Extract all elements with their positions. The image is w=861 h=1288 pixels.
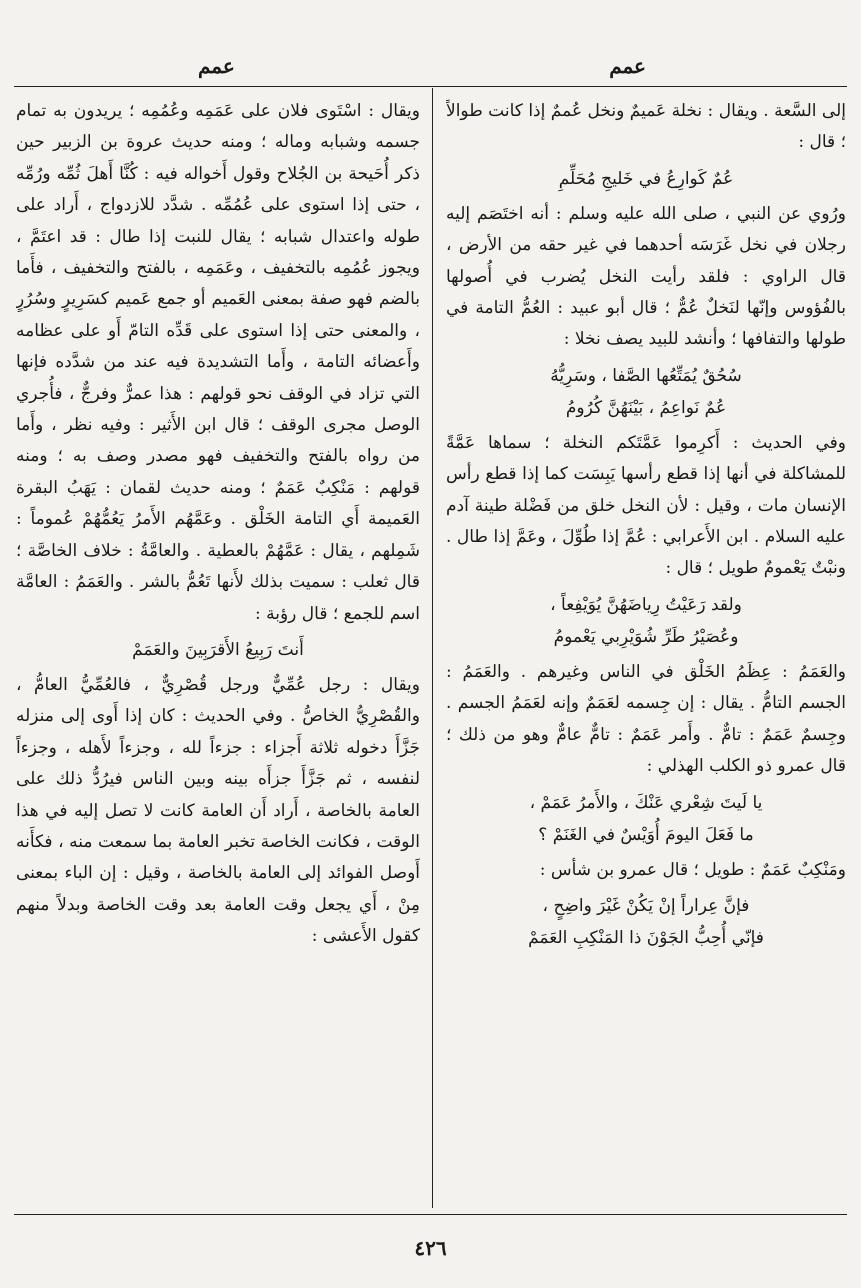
paragraph: ومَنْكِبٌ عَمَمٌ : طويل ؛ قال عمرو بن شأس :	[539, 859, 846, 880]
verse	[446, 360, 846, 424]
top-rule	[14, 86, 847, 87]
paragraph: والعَمَمُ : عِظَمُ الخَلْق في الناس وغيرهم . والعَمَمُ : الجسم التامُّ . يقال : إن جِسمه لعَمَمٌ وإنه لعَمَمُ الجسم . وجِسمٌ عَمَمٌ : تامٌّ . وأَمر عَمَمٌ : تامٌّ عامٌّ وهو من ذلك ؛ قال عمرو ذو الكلب الهذلي :	[446, 661, 846, 777]
verse-line: سُحُقٌ يُمَتِّعُها الصَّفا ، وسَرِيُّهُ	[550, 365, 742, 386]
bottom-rule	[14, 1214, 847, 1215]
headword-right: عمم	[609, 54, 646, 78]
paragraph: ورُوي عن النبي ، صلى الله عليه وسلم : أنه اختَصَم إليه رجلان في نخل غَرَسَه أحدهما في غير حقه من الأرض ، قال الراوي : فلقد رأيت النخل يُضرب في أُصولها بالفُؤوس وإنّها لنَخلٌ عُمٌّ ؛ قال أبو عبيد : العُمُّ التامة في طولها والتفافها ؛ وأنشد للبيد يصف نخلا :	[446, 203, 846, 350]
page-number: ٤٢٦	[414, 1236, 447, 1260]
headword-left: عمم	[198, 54, 235, 78]
verse	[446, 589, 846, 653]
verse	[446, 890, 846, 954]
verse-line: يا لَيتَ شِعْري عَنْكَ ، والأَمرُ عَمَمْ ،	[529, 792, 763, 813]
verse	[446, 787, 846, 851]
verse-line: ولقد رَعَيْتُ رِياضَهُنَّ يُوَيْفِعاً ،	[550, 594, 742, 615]
verse-line: أَنتَ رَبِيعُ الأَقرَبِينَ والعَمَمْ	[132, 639, 304, 660]
verse	[446, 163, 846, 195]
column-divider	[432, 88, 433, 1208]
verse-line: عُمٌ نَواعِمُ ، بَيْنَهُنَّ كُرُومُ	[565, 397, 727, 418]
paragraph: ويقال : اسْتَوى فلان على عَمَمِه وعُمُمِه ؛ يريدون به تمام جسمه وشبابه وماله ؛ ومنه حديث عروة بن الزبير حين ذكر أُحَيحة بن الجُلاح وقول أَخواله فيه : كُنَّا أَهلَ ثُمِّه ورُمِّه ، حتى إذا استوى على عُمُمِّه . شدَّد للازدواج ، أَراد على طوله واعتدال شبابه ؛ يقال للنبت إذا طال : قد اعتَمَّ ، ويجوز عُمُمِه بالتخفيف ، وعَمَمِه ، بالفتح والتخفيف ، فأَما بالضم فهو صفة بمعنى العَميم أو جمع عَميم كسَرِيرٍ وسُرُرٍ ، والمعنى حتى إذا استوى على قَدِّه التامّ أَو على عظامه وأَعضائه التامة ، وأَما التشديدة فيه عند من شدَّده فإنها التي تزاد في الوقف نحو قولهم : هذا عمرٌّ وفرجٌّ ، فأُجري الوصل مجرى الوقف ؛ قال ابن الأَثير : وفيه نظر ، وأَما من رواه بالفتح والتخفيف فهو مصدر وصف به ؛ ومنه قولهم : مَنْكِبٌ عَمَمٌ ؛ ومنه حديث لقمان : يَهَبُ البقرة العَميمة أَي التامة الخَلْق . وعَمَّهُم الأَمرُ يَعُمُّهُمْ عُموماً : شَمِلهم ، يقال : عَمَّهُمْ بالعطية . والعامَّةُ : خلاف الخاصَّة ؛ قال ثعلب : سميت بذلك لأَنها تَعُمُّ بالشر . والعَمَمُ : العامَّة اسم للجمع ؛ قال رؤبة :	[16, 101, 420, 624]
verse-line: فإنّي أُحِبُّ الجَوْنَ ذا المَنْكِبِ العَمَمْ	[528, 927, 764, 948]
right-column	[446, 96, 846, 1206]
verse	[16, 634, 420, 666]
verse-line: عُمٌ كَوارِعُ في خَليجِ مُحَلِّمِ	[558, 168, 734, 189]
verse-line: وعُصَيْرُ طَرِّ شُوَيْرِبي يَعْمومُ	[553, 626, 739, 647]
paragraph: إلى السَّعة . ويقال : نخلة عَميمٌ ونخل عُممٌ إذا كانت طوالاً ؛ قال :	[446, 101, 846, 153]
verse-line: ما فَعَلَ اليومَ أُوَيْسٌ في الغَنَمْ ؟	[538, 824, 754, 845]
left-column	[16, 96, 420, 1206]
verse-line: فإنَّ عِراراً إنْ يَكُنْ غَيْرَ واضِحٍ ،	[542, 895, 750, 916]
paragraph: وفي الحديث : أَكرِموا عَمَّتَكم النخلة ؛ سماها عَمَّةً للمشاكلة في أنها إذا قطع رأسها يَبِسَت كما إذا قطع رأس الإنسان مات ، وقيل : لأن النخل خلق من فَضْلة طينة آدم عليه السلام . ابن الأَعرابي : عُمَّ إذا طُوِّلَ ، وعَمَّ إذا طال . ونبْتٌ يَعْمومٌ طويل ؛ قال :	[446, 432, 846, 579]
paragraph: ويقال : رجل عُمِّيٌّ ورجل قُصْرِيٌّ ، فالعُمِّيُّ العامُّ ، والقُصْرِيُّ الخاصُّ . وفي الحديث : كان إذا أَوى إلى منزله جَزَّأَ دخوله ثلاثة أَجزاء : جزءاً لله ، وجزءاً لأَهله ، وجزءاً لنفسه ، ثم جَزَّأَ جزأَه بينه وبين الناس فيرُدُّ ذلك على العامة بالخاصة ، أَراد أَن العامة كانت لا تصل إليه في هذا الوقت ، فكانت الخاصة تخبر العامة بما سمعت منه ، فكأَنه أَوصل الفوائد إلى العامة بالخاصة ، وقيل : إن الباء بمعنى مِنْ ، أَي يجعل وقت العامة بعد وقت الخاصة وبدلاً منهم كقول الأَعشى :	[16, 674, 420, 947]
page-header	[0, 44, 861, 84]
